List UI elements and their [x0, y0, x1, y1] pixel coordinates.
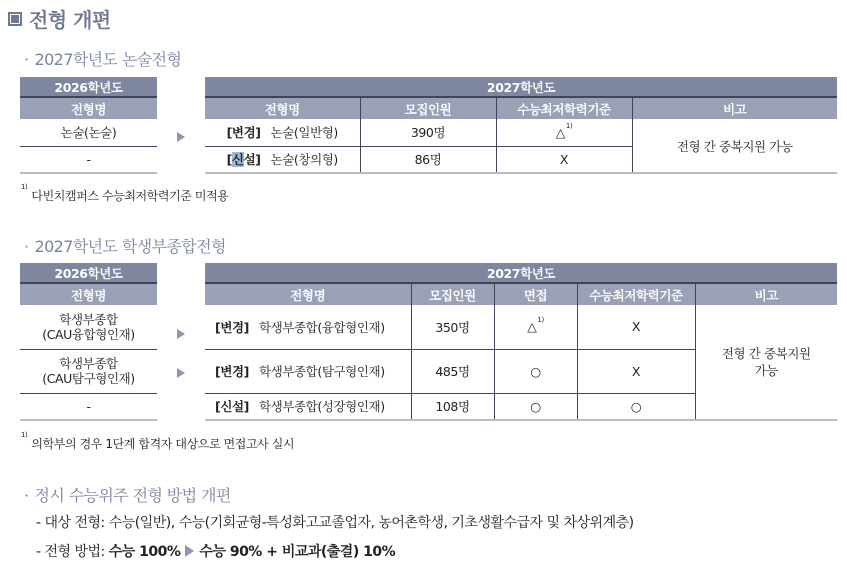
- count-cell: 485명: [411, 349, 494, 393]
- type-name: 논술(일반형): [270, 125, 338, 141]
- count-cell: 390명: [360, 119, 496, 146]
- type-name: 학생부종합(탐구형인재): [258, 364, 385, 379]
- tag-rest: 설]: [243, 152, 261, 168]
- bullet-dot-icon: ·: [24, 486, 29, 505]
- method-after: 수능 90% + 비교과(출결) 10%: [199, 544, 396, 560]
- old-col-header: 전형명: [20, 97, 157, 119]
- arrow-right-icon: [177, 368, 185, 378]
- col-header-csat: 수능최저학력기준: [496, 97, 632, 119]
- csat-cell: X: [577, 349, 695, 393]
- old-row-line2: (CAU융합형인재): [42, 326, 135, 342]
- text-selection[interactable]: 신: [231, 152, 244, 168]
- interview-cell: ○: [494, 393, 577, 420]
- footnote-2: [20, 431, 295, 452]
- table-row-name: [205, 146, 360, 173]
- section2-new-table: [205, 263, 837, 421]
- old-row-0: 논술(논술): [20, 119, 157, 146]
- arrow-right-icon: [185, 545, 194, 557]
- footnote-text: 다빈치캠퍼스 수능최저학력기준 미적용: [31, 189, 229, 203]
- footnote-marker: 1): [21, 183, 28, 191]
- section2-heading: [24, 234, 226, 257]
- section2-old-table: [20, 263, 157, 421]
- target-line: [36, 512, 634, 532]
- col-header-csat: 수능최저학력기준: [577, 283, 695, 305]
- remark-line2: 가능: [754, 363, 778, 378]
- interview-cell: ○: [494, 349, 577, 393]
- footnote-marker: 1): [565, 121, 573, 130]
- change-tag: [변경]: [215, 364, 249, 379]
- remark-cell: [695, 305, 837, 420]
- col-header-name: 전형명: [205, 97, 360, 119]
- change-tag: [변경]: [215, 319, 249, 335]
- col-header-name: 전형명: [205, 283, 411, 305]
- new-year-header: 2027학년도: [205, 77, 837, 97]
- section1-old-table: [20, 77, 157, 174]
- old-row-1: [20, 349, 157, 393]
- page-title: [8, 4, 111, 33]
- new-tag: [227, 152, 261, 167]
- tag-open: [: [226, 152, 232, 168]
- footnote-marker: 1): [537, 316, 544, 325]
- bullet-dot-icon: ·: [24, 237, 29, 256]
- table-row-name: [205, 119, 360, 146]
- col-header-remark: 비고: [695, 283, 837, 305]
- remark-line1: 전형 간 중복지원: [721, 346, 811, 361]
- csat-cell: X: [577, 305, 695, 349]
- table-row-name: [205, 349, 411, 393]
- csat-cell: X: [496, 146, 632, 173]
- method-before: 수능 100%: [108, 544, 181, 560]
- section3-heading-text: 정시 수능위주 전형 방법 개편: [34, 486, 231, 505]
- col-header-remark: 비고: [632, 97, 837, 119]
- table-row-name: [205, 305, 411, 349]
- section2-heading-text: 2027학년도 학생부종합전형: [34, 237, 226, 256]
- new-tag: [신설]: [215, 399, 249, 415]
- arrow-right-icon: [177, 329, 185, 339]
- method-line: [36, 541, 395, 561]
- arrow-right-icon: [177, 132, 185, 142]
- col-header-count: 모집인원: [411, 283, 494, 305]
- target-label: - 대상 전형:: [36, 515, 109, 531]
- csat-cell: ○: [577, 393, 695, 420]
- footnote-1: [20, 183, 229, 204]
- type-name: 학생부종합(성장형인재): [258, 399, 385, 415]
- old-row-line1: 학생부종합: [59, 356, 118, 371]
- interview-cell: [494, 305, 577, 349]
- csat-value: △: [555, 124, 565, 140]
- section1-new-table: [205, 77, 837, 174]
- footnote-marker: 1): [21, 431, 28, 439]
- old-year-header: 2026학년도: [20, 77, 157, 97]
- bullet-dot-icon: ·: [24, 50, 29, 69]
- section3-heading: [24, 483, 231, 506]
- old-row-1: -: [20, 146, 157, 173]
- count-cell: 350명: [411, 305, 494, 349]
- new-year-header: 2027학년도: [205, 263, 837, 283]
- section1-heading-text: 2027학년도 논술전형: [34, 50, 182, 69]
- section1-heading: [24, 47, 181, 70]
- interview-value: △: [527, 319, 537, 335]
- type-name: 논술(창의형): [270, 152, 338, 168]
- old-row-2: -: [20, 393, 157, 420]
- change-tag: [변경]: [226, 125, 261, 141]
- old-row-0: [20, 305, 157, 349]
- old-row-line2: (CAU탐구형인재): [42, 371, 135, 386]
- col-header-count: 모집인원: [360, 97, 496, 119]
- square-bullet-icon: [8, 12, 22, 26]
- count-cell: 86명: [360, 146, 496, 173]
- type-name: 학생부종합(융합형인재): [258, 319, 385, 335]
- count-cell: 108명: [411, 393, 494, 420]
- col-header-interview: 면접: [494, 283, 577, 305]
- remark-cell: 전형 간 중복지원 가능: [632, 119, 837, 173]
- table-row-name: [205, 393, 411, 420]
- csat-cell: [496, 119, 632, 146]
- old-col-header: 전형명: [20, 283, 157, 305]
- method-label: - 전형 방법:: [36, 544, 109, 560]
- target-value: 수능(일반), 수능(기회균형-특성화고교졸업자, 농어촌학생, 기초생활수급자 및 차상위계층): [108, 515, 634, 531]
- old-year-header: 2026학년도: [20, 263, 157, 283]
- old-row-line1: 학생부종합: [59, 311, 118, 327]
- page-title-text: 전형 개편: [29, 8, 111, 32]
- footnote-text: 의학부의 경우 1단계 합격자 대상으로 면접고사 실시: [31, 437, 295, 451]
